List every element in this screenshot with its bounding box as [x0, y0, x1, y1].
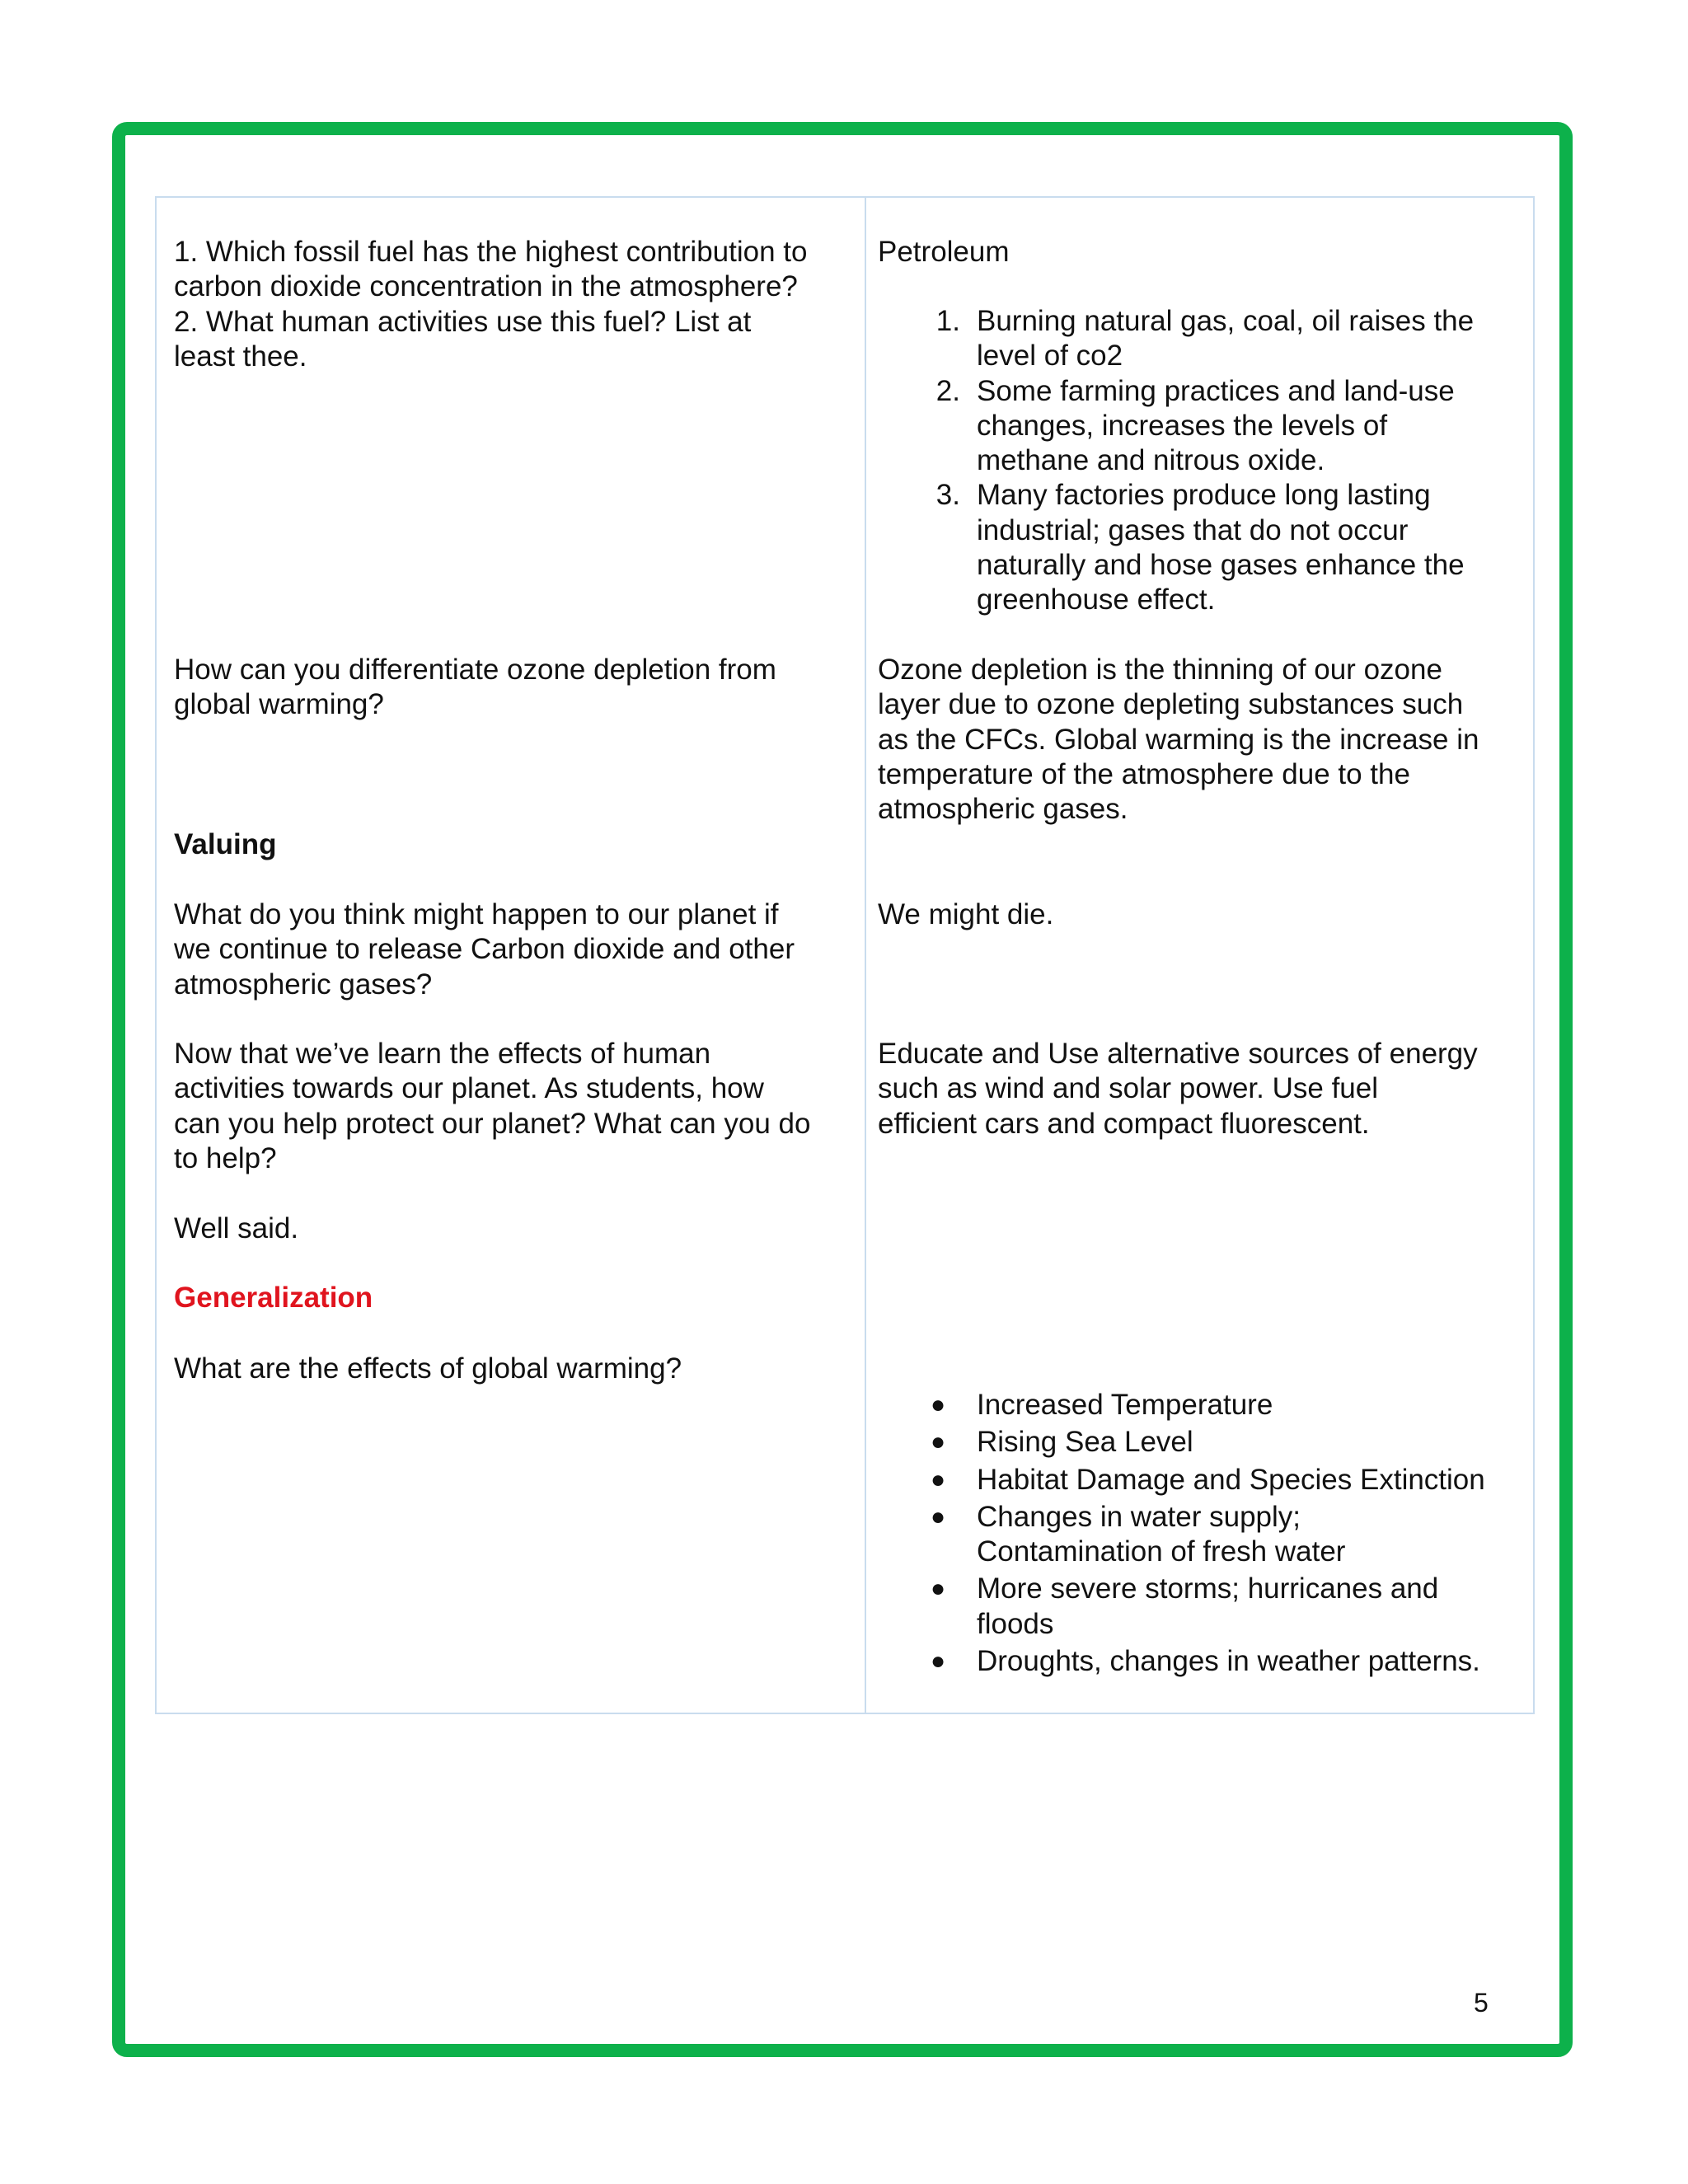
answer-4 — [878, 1037, 1478, 1141]
bullet-icon: ● — [930, 1465, 946, 1493]
question-3 — [174, 898, 795, 1002]
question-1 — [174, 235, 807, 374]
bullet-icon: ● — [930, 1502, 946, 1530]
list-item-line: Increased Temperature — [977, 1389, 1273, 1421]
list-item-line: Changes in water supply; — [977, 1500, 1301, 1533]
answer-2-line: atmospheric gases. — [878, 793, 1128, 826]
bullet-icon: ● — [930, 1647, 946, 1675]
answer-3: We might die. — [878, 898, 1054, 930]
list-item-line: Contamination of fresh water — [977, 1535, 1346, 1568]
list-item-line: Burning natural gas, coal, oil raises the — [977, 305, 1475, 337]
list-item-line: floods — [977, 1607, 1054, 1640]
list-number: 3. — [935, 479, 960, 512]
question-2-line: How can you differentiate ozone depletion from — [174, 654, 776, 686]
question-3-line: What do you think might happen to our planet if — [174, 898, 779, 930]
list-item — [930, 1388, 1485, 1422]
list-item-line: Droughts, changes in weather patterns. — [977, 1645, 1480, 1678]
list-item-line: naturally and hose gases enhance the — [977, 549, 1465, 582]
page-number: 5 — [1474, 1988, 1489, 2018]
list-item-line: industrial; gases that do not occur — [977, 513, 1409, 546]
list-number: 2. — [935, 374, 960, 407]
question-1-line: 1. Which fossil fuel has the highest contribution to — [174, 236, 808, 268]
list-item — [935, 478, 1474, 617]
question-4-line: activities towards our planet. As students, how — [174, 1072, 764, 1105]
list-item-line: changes, increases the levels of — [977, 409, 1388, 442]
list-item-line: level of co2 — [977, 340, 1123, 373]
list-item-line: Habitat Damage and Species Extinction — [977, 1463, 1485, 1496]
answer-2-line: layer due to ozone depleting substances such — [878, 688, 1464, 721]
list-item — [935, 304, 1475, 374]
question-4 — [174, 1037, 810, 1176]
answer-2-line: as the CFCs. Global warming is the increase in — [878, 723, 1479, 756]
answer-2-line: Ozone depletion is the thinning of our ozone — [878, 654, 1442, 686]
list-item-line: Some farming practices and land-use — [977, 374, 1455, 407]
list-item — [930, 1572, 1485, 1642]
column-divider — [865, 198, 866, 1713]
list-item-line: Many factories produce long lasting — [977, 479, 1431, 512]
question-1-line: least thee. — [174, 340, 307, 373]
bullet-icon: ● — [930, 1575, 946, 1603]
question-2 — [174, 653, 776, 723]
answer-2 — [878, 653, 1479, 827]
answer-1-title: Petroleum — [878, 236, 1010, 268]
well-said-text: Well said. — [174, 1212, 299, 1244]
valuing-heading: Valuing — [174, 828, 277, 860]
answer-4-line: efficient cars and compact fluorescent. — [878, 1107, 1370, 1140]
list-item-line: More severe storms; hurricanes and — [977, 1572, 1439, 1605]
list-item-line: methane and nitrous oxide. — [977, 444, 1325, 477]
list-number: 1. — [935, 305, 960, 337]
question-5: What are the effects of global warming? — [174, 1352, 682, 1385]
list-item — [930, 1425, 1485, 1460]
generalization-heading: Generalization — [174, 1282, 373, 1314]
answer-2-line: temperature of the atmosphere due to the — [878, 757, 1410, 790]
question-4-line: to help? — [174, 1141, 277, 1174]
list-item — [930, 1463, 1485, 1497]
answer-4-line: Educate and Use alternative sources of energy — [878, 1038, 1478, 1070]
effects-list — [930, 1388, 1485, 1679]
question-1-line: carbon dioxide concentration in the atmosphere? — [174, 270, 798, 303]
question-3-line: we continue to release Carbon dioxide and other — [174, 933, 795, 966]
list-item-line: Rising Sea Level — [977, 1426, 1193, 1459]
answer-1-list — [935, 304, 1475, 618]
question-4-line: can you help protect our planet? What can you do — [174, 1107, 811, 1140]
question-2-line: global warming? — [174, 688, 384, 721]
bullet-icon: ● — [930, 1428, 946, 1456]
question-3-line: atmospheric gases? — [174, 968, 433, 1001]
answer-4-line: such as wind and solar power. Use fuel — [878, 1072, 1378, 1105]
list-item — [935, 374, 1474, 479]
list-item — [930, 1500, 1485, 1570]
question-4-line: Now that we’ve learn the effects of human — [174, 1038, 711, 1070]
question-1-line: 2. What human activities use this fuel? List at — [174, 305, 752, 338]
list-item-line: greenhouse effect. — [977, 583, 1216, 616]
list-item — [930, 1644, 1485, 1679]
bullet-icon: ● — [930, 1391, 946, 1418]
